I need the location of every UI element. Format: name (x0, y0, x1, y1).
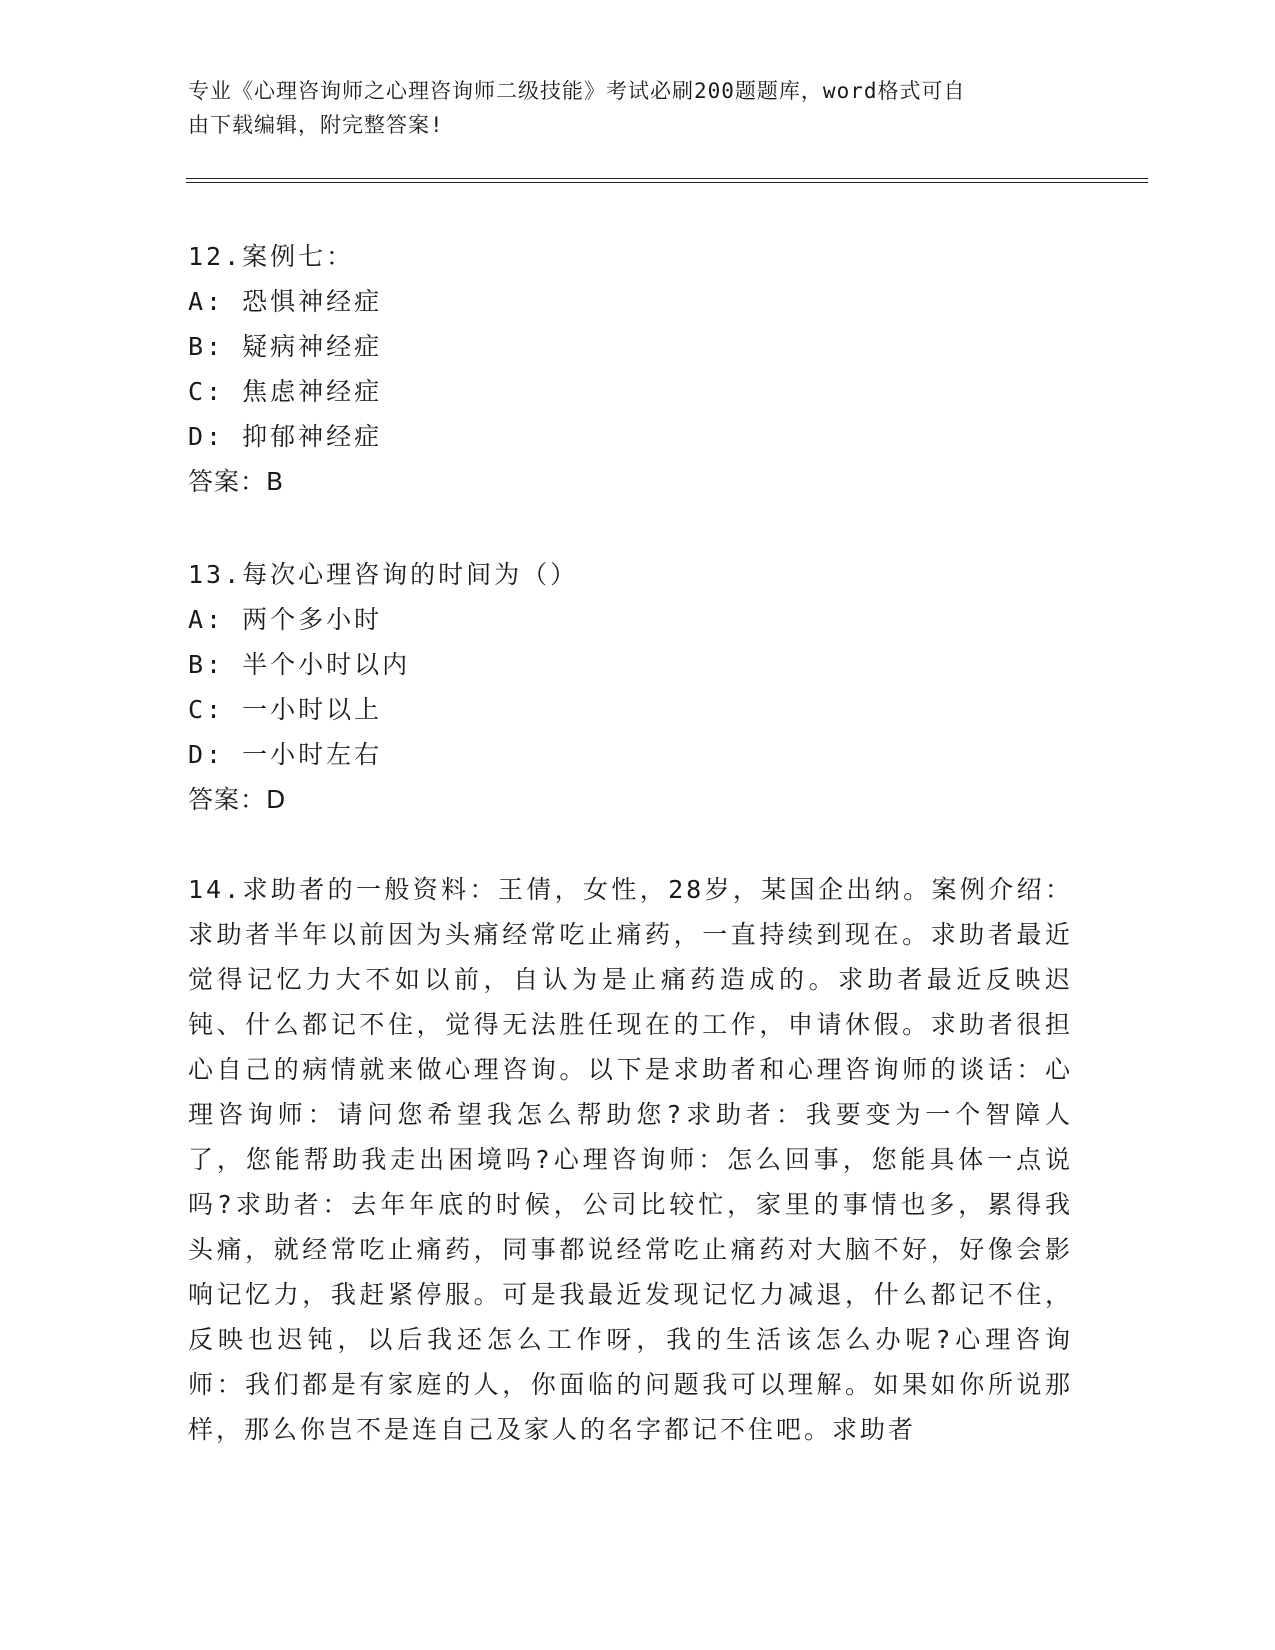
option-a: A: 两个多小时 (188, 605, 383, 634)
option-b: B: 半个小时以内 (188, 650, 411, 679)
header-line-1: 专业《心理咨询师之心理咨询师二级技能》考试必刷200题题库，word格式可自 (188, 79, 966, 103)
header-divider-bottom (186, 182, 1148, 183)
option-b: B: 疑病神经症 (188, 332, 383, 361)
answer-line: 答案：B (188, 467, 285, 496)
option-c: C: 焦虑神经症 (188, 377, 383, 406)
option-d: D: 一小时左右 (188, 740, 383, 769)
question-stem: 12.案例七： (188, 242, 355, 271)
option-a: A: 恐惧神经症 (188, 287, 383, 316)
case-paragraph: 14.求助者的一般资料：王倩，女性，28岁，某国企出纳。案例介绍：求助者半年以前因为头痛经常吃止痛药，一直持续到现在。求助者最近觉得记忆力大不如以前，自认为是止痛药造成的。求助者最近反映迟钝、什么都记不住，觉得无法胜任现在的工作，申请休假。求助者很担心自己的病情就来做心理咨询。以下是求助者和心理咨询师的谈话：心理咨询师：请问您希望我怎么帮助您?求助者：我要变为一个智障人了，您能帮助我走出困境吗?心理咨询师：怎么回事，您能具体一点说吗?求助者：去年年底的时候，公司比较忙，家里的事情也多，累得我头痛，就经常吃止痛药，同事都说经常吃止痛药对大脑不好，好像会影响记忆力，我赶紧停服。可是我最近发现记忆力减退，什么都记不住，反映也迟钝，以后我还怎么工作呀，我的生活该怎么办呢?心理咨询师：我们都是有家庭的人，你面临的问题我可以理解。如果如你所说那样，那么你岂不是连自己及家人的名字都记不住吧。求助者 (188, 875, 1073, 1444)
header-line-2: 由下载编辑，附完整答案! (188, 113, 444, 137)
document-header (188, 74, 1068, 142)
question-stem: 13.每次心理咨询的时间为（） (188, 560, 579, 589)
question-14 (188, 867, 1073, 1452)
answer-line: 答案：D (188, 785, 287, 814)
header-divider-top (186, 178, 1148, 179)
question-13 (188, 552, 1068, 822)
option-d: D: 抑郁神经症 (188, 422, 383, 451)
option-c: C: 一小时以上 (188, 695, 383, 724)
question-12 (188, 234, 1068, 504)
